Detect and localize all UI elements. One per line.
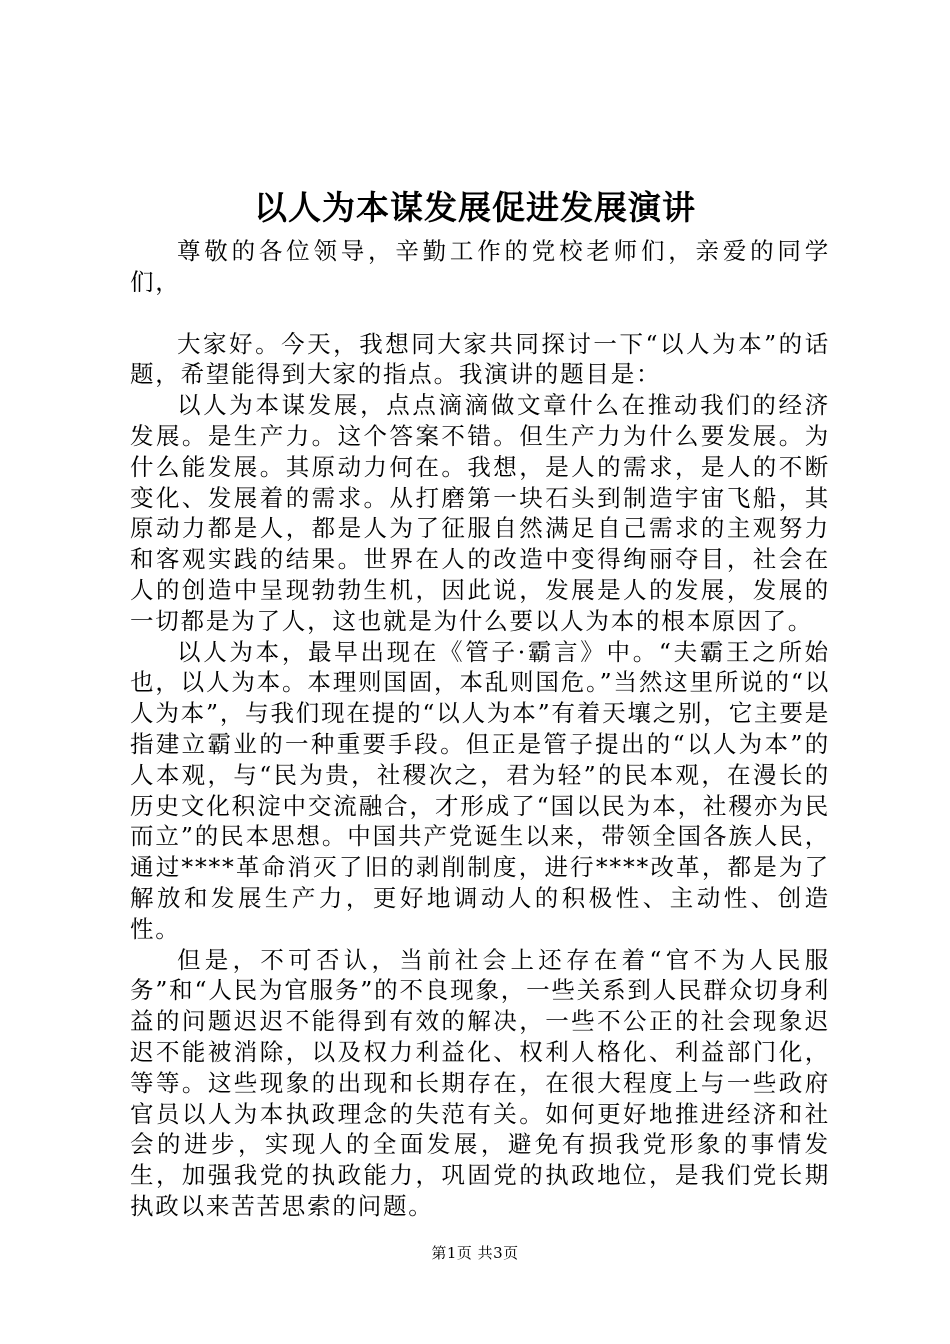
paragraph-history: 以人为本，最早出现在《管子·霸言》中。“夫霸王之所始也，以人为本。本理则国固，本乱则国危。”当然这里所说的“以人为本”，与我们现在提的“以人为本”有着天壤之别，它主要是指建立霸业的一种重要手段。但正是管子提出的“以人为本”的人本观，与“民为贵，社稷次之，君为轻”的民本观，在漫长的历史文化积淀中交流融合，才形成了“国以民为本，社稷亦为民而立”的民本思想。中国共产党诞生以来，带领全国各族人民，通过****革命消灭了旧的剥削制度，进行****改革，都是为了解放和发展生产力，更好地调动人的积极性、主动性、创造性。 — [130, 637, 830, 943]
paragraph-development: 以人为本谋发展，点点滴滴做文章什么在推动我们的经济发展。是生产力。这个答案不错。但生产力为什么要发展。为什么能发展。其原动力何在。我想，是人的需求，是人的不断变化、发展着的需求。从打磨第一块石头到制造宇宙飞船，其原动力都是人，都是人为了征服自然满足自己需求的主观努力和客观实践的结果。世界在人的改造中变得绚丽夺目，社会在人的创造中呈现勃勃生机，因此说，发展是人的发展，发展的一切都是为了人，这也就是为什么要以人为本的根本原因了。 — [130, 391, 830, 635]
paragraph-greeting: 大家好。今天，我想同大家共同探讨一下“以人为本”的话题，希望能得到大家的指点。我演讲的题目是： — [130, 329, 830, 389]
document-body — [130, 236, 830, 1222]
document-title: 以人为本谋发展促进发展演讲 — [254, 188, 696, 227]
paragraph-salutation: 尊敬的各位领导，辛勤工作的党校老师们，亲爱的同学们， — [130, 237, 830, 296]
paragraph-problems: 但是，不可否认，当前社会上还存在着“官不为人民服务”和“人民为官服务”的不良现象，一些关系到人民群众切身利益的问题迟迟不能得到有效的解决，一些不公正的社会现象迟迟不能被消除，以及权力利益化、权利人格化、利益部门化，等等。这些现象的出现和长期存在，在很大程度上与一些政府官员以人为本执政理念的失范有关。如何更好地推进经济和社会的进步，实现人的全面发展，避免有损我党形象的事情发生，加强我党的执政能力，巩固党的执政地位，是我们党长期执政以来苦苦思索的问题。 — [130, 945, 830, 1220]
page-footer: 第1页 共3页 — [431, 1244, 519, 1262]
